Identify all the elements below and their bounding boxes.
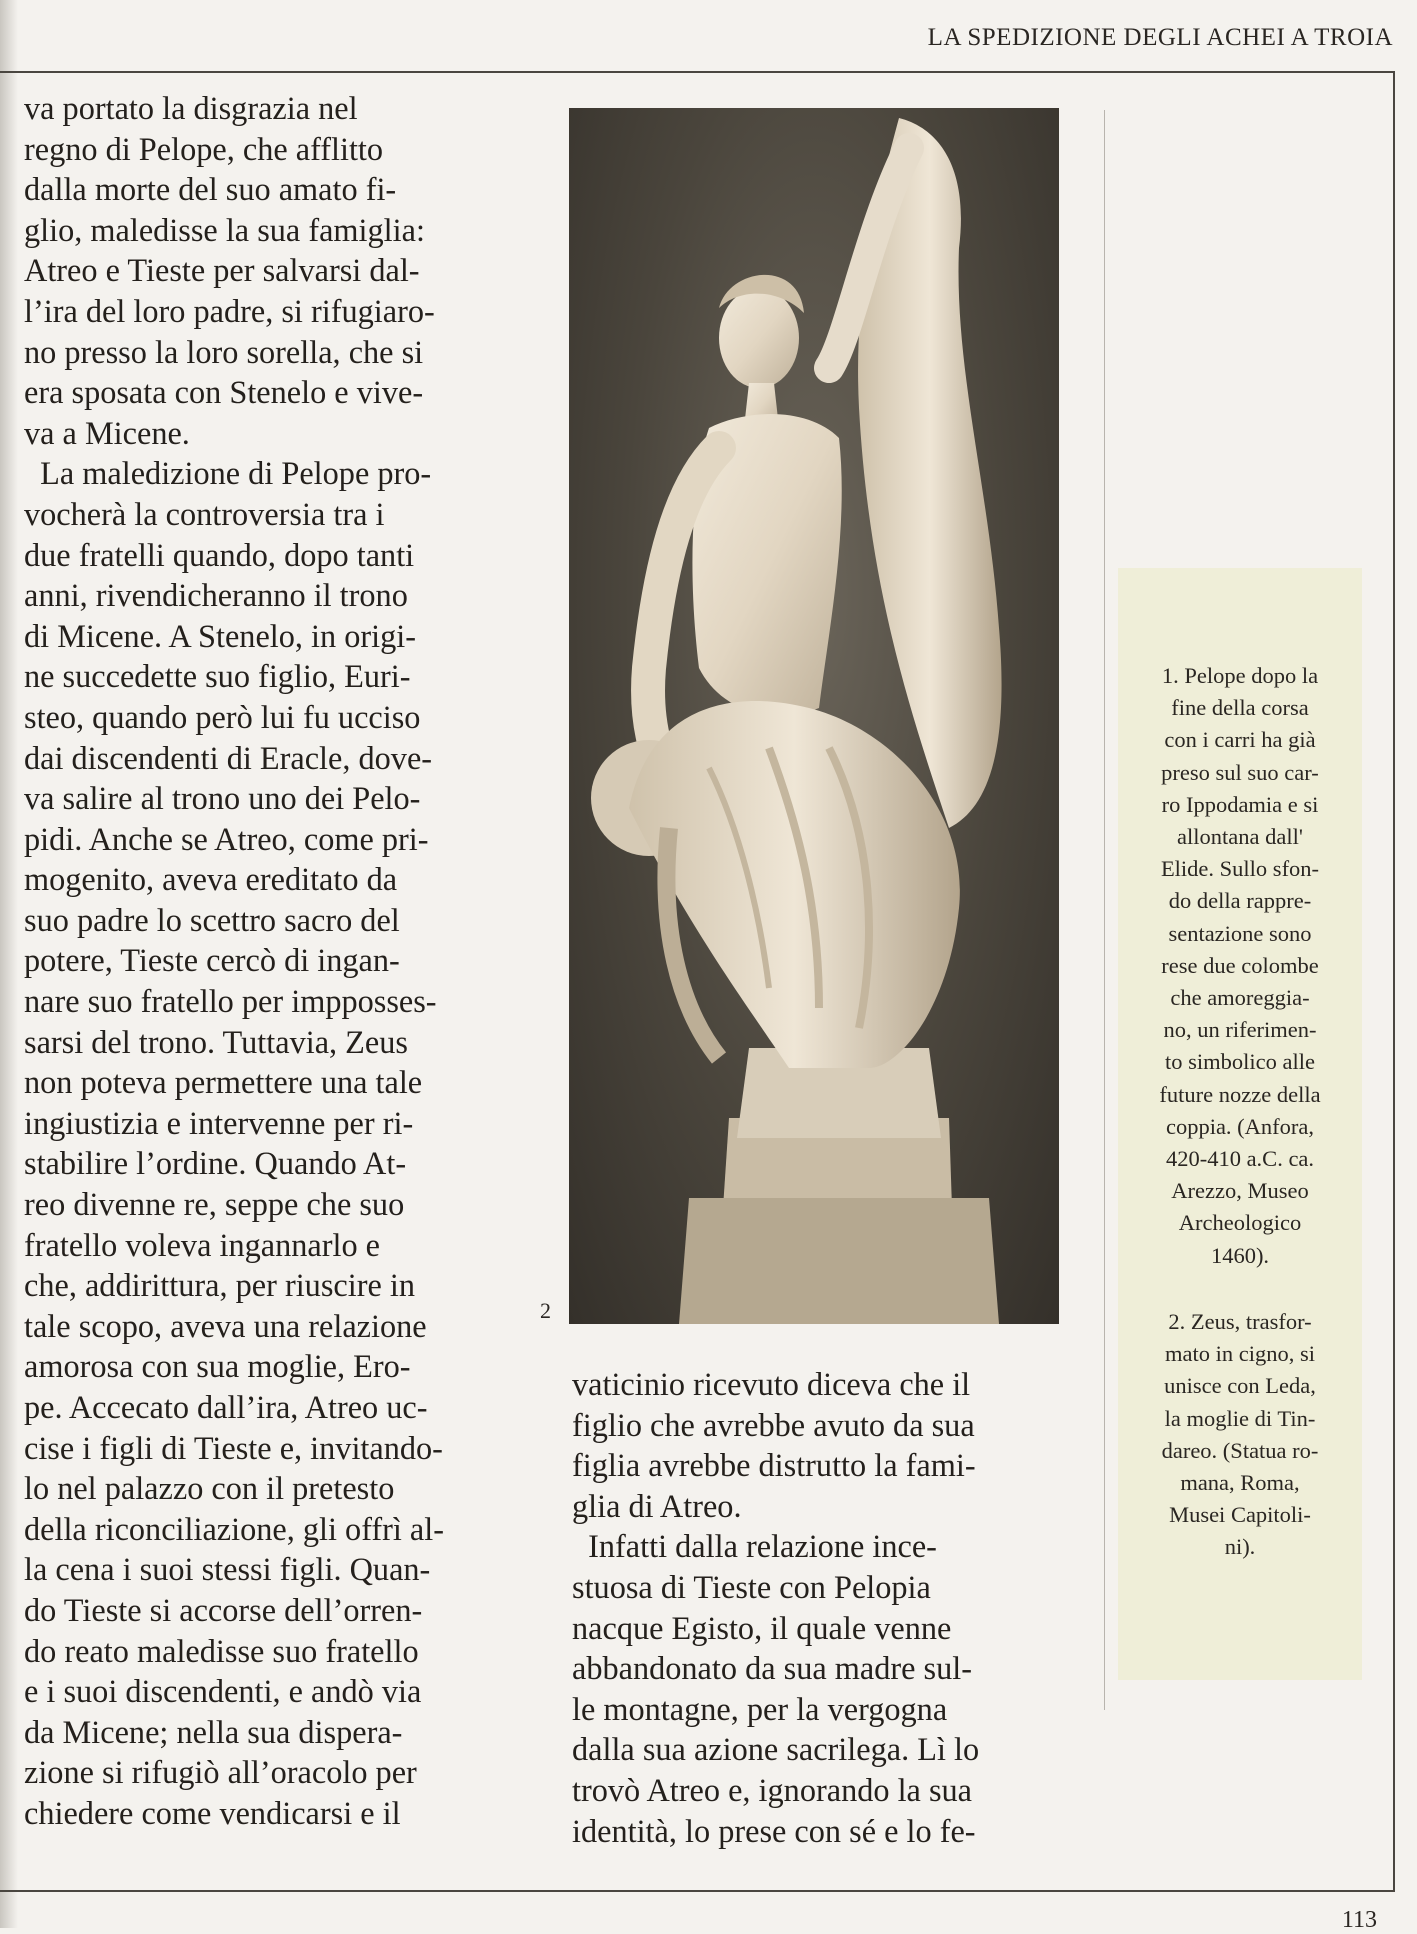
- body-text-line: mogenito, aveva ereditato da: [24, 861, 398, 898]
- body-text-line: fratello voleva ingannarlo e: [24, 1226, 381, 1263]
- caption-line: Arezzo, Museo: [1171, 1178, 1309, 1204]
- body-text-line: pidi. Anche se Atreo, come pri-: [24, 820, 429, 857]
- caption-line: future nozze della: [1159, 1081, 1321, 1107]
- body-text-line: dalla sua azione sacrilega. Lì lo: [572, 1731, 980, 1768]
- caption-line: Musei Capitoli-: [1169, 1502, 1311, 1528]
- caption-line: preso sul suo car-: [1161, 759, 1319, 785]
- caption-line: 420-410 a.C. ca.: [1165, 1146, 1315, 1172]
- body-text-line: stabilire l’ordine. Quando At-: [24, 1145, 407, 1182]
- caption-line: fine della corsa: [1171, 695, 1309, 721]
- body-text-line: Infatti dalla relazione ince-: [572, 1528, 937, 1565]
- caption-line: to simbolico alle: [1165, 1049, 1315, 1075]
- body-text-line: chiedere come vendicarsi e il: [24, 1794, 401, 1831]
- body-text-line: nare suo fratello per impposses-: [24, 983, 437, 1020]
- body-text-line: non poteva permettere una tale: [24, 1064, 423, 1101]
- body-text-line: va salire al trono uno dei Pelo-: [24, 780, 421, 817]
- running-head: LA SPEDIZIONE DEGLI ACHEI A TROIA: [927, 24, 1393, 51]
- caption-line: sentazione sono: [1168, 920, 1312, 946]
- body-text-line: trovò Atreo e, ignorando la sua: [572, 1771, 973, 1808]
- body-text-line: vaticinio ricevuto diceva che il: [572, 1366, 971, 1402]
- body-text-line: pe. Accecato dall’ira, Atreo uc-: [24, 1389, 428, 1425]
- caption-line: che amoreggia-: [1170, 985, 1310, 1011]
- body-text-line: regno di Pelope, che afflitto: [24, 130, 384, 167]
- statue-photo: [569, 108, 1059, 1324]
- leda-statue-image: [569, 108, 1059, 1324]
- caption-1: [1118, 660, 1362, 1272]
- caption-line: con i carri ha già: [1164, 727, 1316, 753]
- body-text-line: della riconciliazione, gli offrì al-: [24, 1510, 444, 1547]
- body-text-line: lo nel palazzo con il pretesto: [24, 1470, 395, 1507]
- body-text-line: identità, lo prese con sé e lo fe-: [572, 1812, 976, 1849]
- body-text-line: da Micene; nella sua dispera-: [24, 1713, 403, 1750]
- caption-line: dareo. (Statua ro-: [1161, 1437, 1319, 1463]
- body-text-line: glio, maledisse la sua famiglia:: [24, 211, 425, 248]
- body-text-line: amorosa con sua moglie, Ero-: [24, 1348, 411, 1385]
- caption-line: ni).: [1224, 1534, 1256, 1560]
- caption-line: Elide. Sullo sfon-: [1160, 856, 1320, 882]
- bottom-rule: [0, 1890, 1395, 1892]
- caption-line: unisce con Leda,: [1164, 1373, 1316, 1399]
- body-text-line: che, addirittura, per riuscire in: [24, 1267, 415, 1304]
- body-text-line: due fratelli quando, dopo tanti: [24, 536, 415, 573]
- body-text-line: steo, quando però lui fu ucciso: [24, 698, 421, 735]
- body-text-line: stuosa di Tieste con Pelopia: [572, 1568, 931, 1605]
- figure-number: 2: [540, 1298, 551, 1323]
- page-number: 113: [1341, 1907, 1377, 1933]
- body-text-line: nacque Egisto, il quale venne: [572, 1609, 952, 1646]
- caption-line: allontana dall': [1177, 824, 1303, 850]
- caption-line: la moglie di Tin-: [1164, 1405, 1316, 1431]
- caption-line: ro Ippodamia e si: [1161, 791, 1319, 817]
- column-divider: [1104, 110, 1105, 1710]
- body-text-line: e i suoi discendenti, e andò via: [24, 1673, 422, 1710]
- body-text-line: va portato la disgrazia nel: [24, 90, 358, 126]
- body-text-line: potere, Tieste cercò di ingan-: [24, 942, 400, 979]
- caption-line: mana, Roma,: [1180, 1470, 1300, 1496]
- body-text-line: la cena i suoi stessi figli. Quan-: [24, 1551, 431, 1588]
- caption-line: 2. Zeus, trasfor-: [1168, 1309, 1312, 1334]
- body-text-line: tale scopo, aveva una relazione: [24, 1307, 427, 1344]
- body-text-line: le montagne, per la vergogna: [572, 1690, 948, 1727]
- body-text-line: reo divenne re, seppe che suo: [24, 1186, 405, 1223]
- body-text-line: figlia avrebbe distrutto la fami-: [572, 1447, 976, 1484]
- body-text-line: dai discendenti di Eracle, dove-: [24, 739, 433, 776]
- caption-2: [1118, 1306, 1362, 1564]
- body-text-line: l’ira del loro padre, si rifugiaro-: [24, 292, 435, 329]
- body-text-line: dalla morte del suo amato fi-: [24, 171, 397, 208]
- caption-line: do della rappre-: [1168, 888, 1312, 914]
- caption-line: 1. Pelope dopo la: [1161, 663, 1319, 688]
- body-text-line: figlio che avrebbe avuto da sua: [572, 1406, 975, 1443]
- caption-line: 1460).: [1210, 1242, 1270, 1268]
- body-text-line: vocherà la controversia tra i: [24, 495, 385, 532]
- body-text-line: suo padre lo scettro sacro del: [24, 901, 400, 938]
- body-text-line: do reato maledisse suo fratello: [24, 1632, 419, 1669]
- body-text-left-column: [24, 88, 444, 1834]
- body-text-line: sarsi del trono. Tuttavia, Zeus: [24, 1023, 408, 1060]
- body-text-line: abbandonato da sua madre sul-: [572, 1650, 972, 1687]
- body-text-line: do Tieste si accorse dell’orren-: [24, 1591, 423, 1628]
- body-text-line: era sposata con Stenelo e vive-: [24, 374, 424, 411]
- caption-line: Archeologico: [1178, 1210, 1302, 1236]
- body-text-line: ingiustizia e intervenne per ri-: [24, 1104, 414, 1141]
- body-text-line: cise i figli di Tieste e, invitando-: [24, 1429, 443, 1466]
- body-text-right-column: [572, 1364, 979, 1851]
- body-text-line: no presso la loro sorella, che si: [24, 333, 424, 370]
- caption-line: no, un riferimen-: [1163, 1017, 1317, 1043]
- body-text-line: zione si rifugiò all’oracolo per: [24, 1754, 417, 1791]
- body-text-line: glia di Atreo.: [572, 1487, 742, 1524]
- body-text-line: anni, rivendicheranno il trono: [24, 577, 408, 614]
- body-text-line: La maledizione di Pelope pro-: [24, 455, 432, 492]
- body-text-line: di Micene. A Stenelo, in origi-: [24, 617, 416, 654]
- body-text-line: Atreo e Tieste per salvarsi dal-: [24, 252, 420, 289]
- body-text-line: ne succedette suo figlio, Euri-: [24, 658, 411, 695]
- body-text-line: va a Micene.: [24, 414, 190, 451]
- caption-line: coppia. (Anfora,: [1165, 1113, 1315, 1139]
- top-rule: [0, 71, 1395, 73]
- page-gutter-shadow: [0, 0, 18, 1928]
- caption-line: mato in cigno, si: [1165, 1341, 1315, 1367]
- caption-line: rese due colombe: [1161, 952, 1319, 978]
- right-rule: [1393, 71, 1395, 1891]
